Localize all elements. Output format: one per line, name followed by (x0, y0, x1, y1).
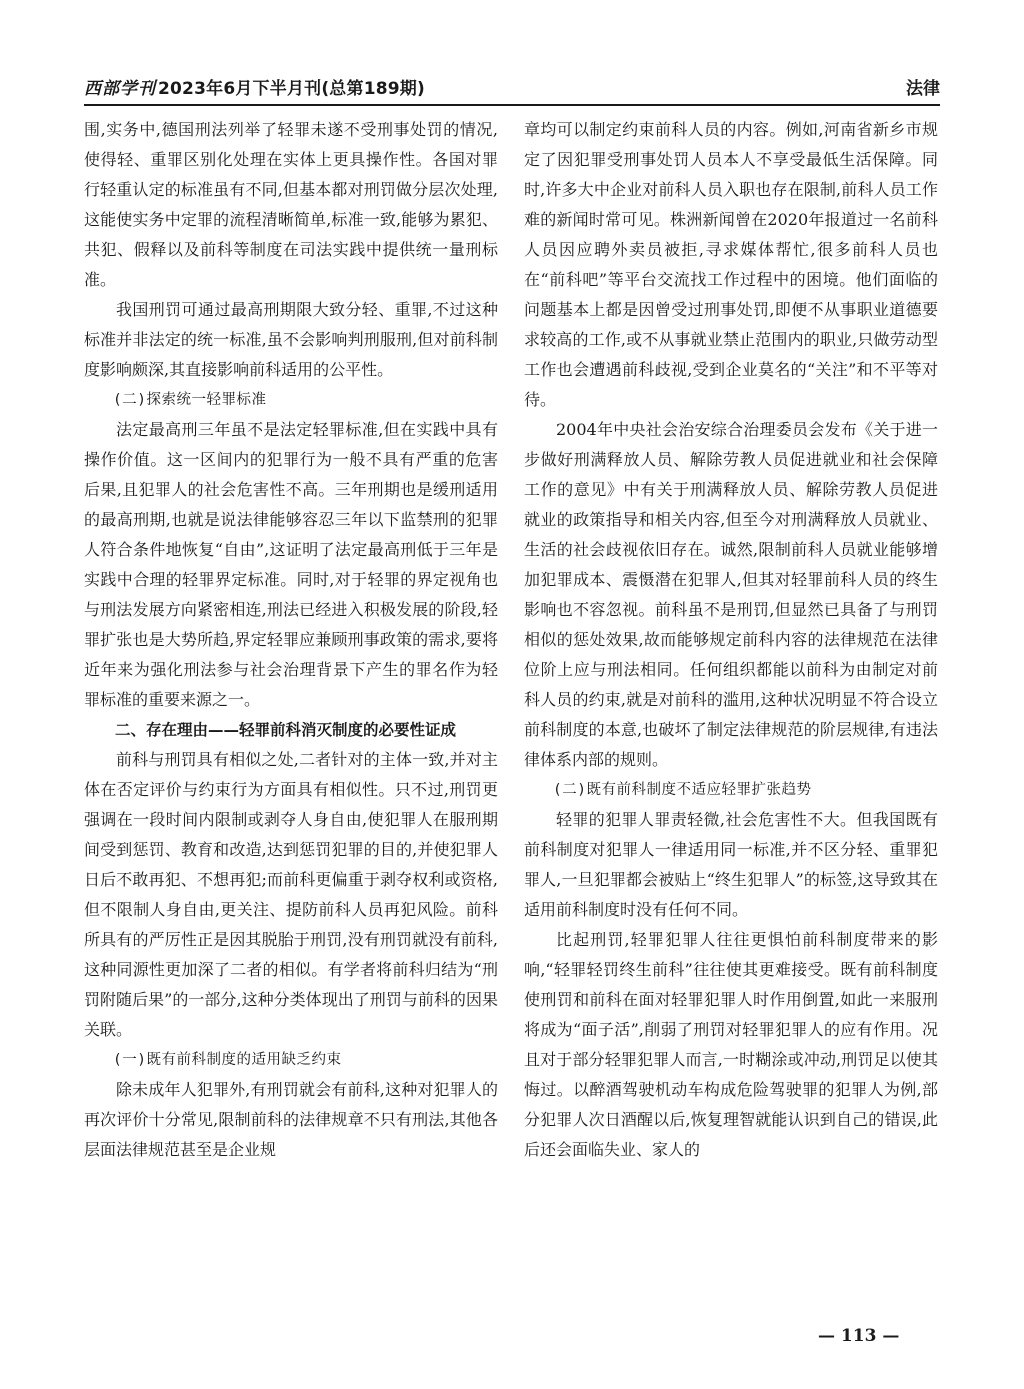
paragraph: 前科与刑罚具有相似之处,二者针对的主体一致,并对主体在否定评价与约束行为方面具有相似性。只不过,刑罚更强调在一段时间内限制或剥夺人身自由,使犯罪人在服刑期间受到惩罚、教育和改造,达到惩罚犯罪的目的,并使犯罪人日后不敢再犯、不想再犯;而前科更偏重于剥夺权利或资格,但不限制人身自由,更关注、提防前科人员再犯风险。前科所具有的严厉性正是因其脱胎于刑罚,没有刑罚就没有前科,这种同源性更加深了二者的相似。有学者将前科归结为“刑罚附随后果”的一部分,这种分类体现出了刑罚与前科的因果关联。 (84, 750, 498, 1039)
subsection-heading: (二)探索统一轻罪标准 (113, 392, 267, 408)
paragraph: 我国刑罚可通过最高刑期限大致分轻、重罪,不过这种标准并非法定的统一标准,虽不会影响判刑服刑,但对前科制度影响颇深,其直接影响前科适用的公平性。 (84, 300, 498, 379)
journal-logo: 西部学刊 (84, 79, 156, 99)
page-number: — 113 — (818, 1326, 900, 1346)
paragraph-continued: 围,实务中,德国刑法列举了轻罪未遂不受刑事处罚的情况,使得轻、重罪区别化处理在实体上更具操作性。各国对罪行轻重认定的标准虽有不同,但基本都对刑罚做分层次处理,这能使实务中定罪的流程清晰简单,标准一致,能够为累犯、共犯、假释以及前科等制度在司法实践中提供统一量刑标准。 (84, 120, 498, 289)
section-label: 法律 (906, 79, 940, 99)
section-heading: 二、存在理由——轻罪前科消灭制度的必要性证成 (115, 721, 457, 739)
subsection-heading: (一)既有前科制度的适用缺乏约束 (113, 1052, 342, 1068)
journal-title (84, 74, 425, 99)
subsection-heading: (二)既有前科制度不适应轻罪扩张趋势 (553, 782, 812, 798)
paragraph: 2004年中央社会治安综合治理委员会发布《关于进一步做好刑满释放人员、解除劳教人员促进就业和社会保障工作的意见》中有关于刑满释放人员、解除劳教人员促进就业的政策指导和相关内容,但至今对刑满释放人员就业、生活的社会歧视依旧存在。诚然,限制前科人员就业能够增加犯罪成本、震慑潜在犯罪人,但其对轻罪前科人员的终生影响也不容忽视。前科虽不是刑罚,但显然已具备了与刑罚相似的惩处效果,故而能够规定前科内容的法律规范在法律位阶上应与刑法相同。任何组织都能以前科为由制定对前科人员的约束,就是对前科的滥用,这种状况明显不符合设立前科制度的本意,也破坏了制定法律规范的阶层规律,有违法律体系内部的规则。 (524, 420, 938, 769)
running-header (84, 74, 940, 106)
left-column (84, 115, 498, 1165)
right-column (524, 115, 938, 1165)
paragraph: 法定最高刑三年虽不是法定轻罪标准,但在实践中具有操作价值。这一区间内的犯罪行为一般不具有严重的危害后果,且犯罪人的社会危害性不高。三年刑期也是缓刑适用的最高刑期,也就是说法律能够容忍三年以下监禁刑的犯罪人符合条件地恢复“自由”,这证明了法定最高刑低于三年是实践中合理的轻罪界定标准。同时,对于轻罪的界定视角也与刑法发展方向紧密相连,刑法已经进入积极发展的阶段,轻罪扩张也是大势所趋,界定轻罪应兼顾刑事政策的需求,要将近年来为强化刑法参与社会治理背景下产生的罪名作为轻罪标准的重要来源之一。 (84, 420, 498, 709)
paragraph: 比起刑罚,轻罪犯罪人往往更惧怕前科制度带来的影响,“轻罪轻罚终生前科”往往使其更难接受。既有前科制度使刑罚和前科在面对轻罪犯罪人时作用倒置,如此一来服刑将成为“面子活”,削弱了刑罚对轻罪犯罪人的应有作用。况且对于部分轻罪犯罪人而言,一时糊涂或冲动,刑罚足以使其悔过。以醉酒驾驶机动车构成危险驾驶罪的犯罪人为例,部分犯罪人次日酒醒以后,恢复理智就能认识到自己的错误,此后还会面临失业、家人的 (524, 930, 938, 1159)
journal-issue: 2023年6月下半月刊(总第189期) (158, 79, 425, 99)
paragraph: 除未成年人犯罪外,有刑罚就会有前科,这种对犯罪人的再次评价十分常见,限制前科的法律规章不只有刑法,其他各层面法律规范甚至是企业规 (84, 1080, 498, 1159)
paragraph: 轻罪的犯罪人罪责轻微,社会危害性不大。但我国既有前科制度对犯罪人一律适用同一标准,并不区分轻、重罪犯罪人,一旦犯罪都会被贴上“终生犯罪人”的标签,这导致其在适用前科制度时没有任何不同。 (524, 810, 938, 919)
paragraph-continued: 章均可以制定约束前科人员的内容。例如,河南省新乡市规定了因犯罪受刑事处罚人员本人不享受最低生活保障。同时,许多大中企业对前科人员入职也存在限制,前科人员工作难的新闻时常可见。株洲新闻曾在2020年报道过一名前科人员因应聘外卖员被拒,寻求媒体帮忙,很多前科人员也在“前科吧”等平台交流找工作过程中的困境。他们面临的问题基本上都是因曾受过刑事处罚,即便不从事职业道德要求较高的工作,或不从事就业禁止范围内的职业,只做劳动型工作也会遭遇前科歧视,受到企业莫名的“关注”和不平等对待。 (524, 120, 938, 409)
